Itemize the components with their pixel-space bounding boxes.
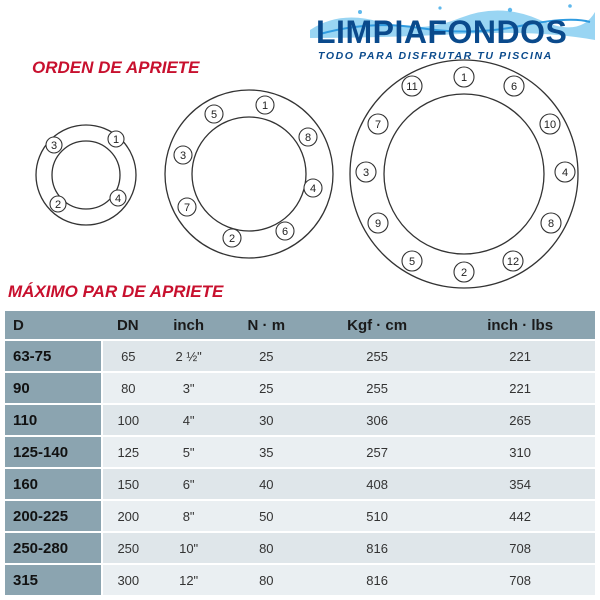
- bolt-number: 10: [543, 119, 557, 131]
- bolt-number: 1: [460, 72, 468, 84]
- table-cell: 306: [309, 404, 445, 436]
- table-row: [5, 340, 595, 372]
- bolt-number: 3: [179, 150, 187, 162]
- bolt-number: 1: [261, 100, 269, 112]
- header-d: D: [5, 311, 102, 340]
- bolt-number: 9: [374, 218, 382, 230]
- table-cell: 221: [445, 372, 595, 404]
- table-cell: 354: [445, 468, 595, 500]
- header-dn: DN: [102, 311, 154, 340]
- bolt-number: 6: [510, 81, 518, 93]
- table-cell: 708: [445, 532, 595, 564]
- table-cell: 30: [224, 404, 309, 436]
- bolt-number: 5: [210, 109, 218, 121]
- header-inch: inch: [154, 311, 224, 340]
- table-cell: 10": [154, 532, 224, 564]
- table-cell: 265: [445, 404, 595, 436]
- table-cell: 408: [309, 468, 445, 500]
- bolt-number: 4: [114, 193, 122, 205]
- bolt-number: 6: [281, 226, 289, 238]
- table-row: [5, 564, 595, 595]
- table-cell: 255: [309, 340, 445, 372]
- header-kgfcm: Kgf · cm: [309, 311, 445, 340]
- table-row: [5, 468, 595, 500]
- row-label: 63-75: [5, 340, 102, 372]
- row-label: 110: [5, 404, 102, 436]
- table-cell: 257: [309, 436, 445, 468]
- table-cell: 250: [102, 532, 154, 564]
- brand-logo: [300, 0, 600, 70]
- table-header-row: [5, 311, 595, 340]
- bolt-number: 2: [54, 199, 62, 211]
- table-cell: 80: [102, 372, 154, 404]
- bolt-number: 8: [547, 218, 555, 230]
- table-cell: 310: [445, 436, 595, 468]
- table-cell: 708: [445, 564, 595, 595]
- bolt-number: 4: [309, 183, 317, 195]
- bolt-number: 2: [460, 267, 468, 279]
- bolt-number: 1: [112, 134, 120, 146]
- table-cell: 25: [224, 372, 309, 404]
- table-cell: 5": [154, 436, 224, 468]
- table-cell: 200: [102, 500, 154, 532]
- table-cell: 300: [102, 564, 154, 595]
- bolt-order-diagrams: [0, 72, 600, 290]
- table-row: [5, 404, 595, 436]
- row-label: 250-280: [5, 532, 102, 564]
- header-inchlbs: inch · lbs: [445, 311, 595, 340]
- table-cell: 35: [224, 436, 309, 468]
- table-cell: 150: [102, 468, 154, 500]
- table-cell: 3": [154, 372, 224, 404]
- table-row: [5, 500, 595, 532]
- order-title: ORDEN DE APRIETE: [32, 58, 200, 77]
- table-cell: 6": [154, 468, 224, 500]
- bolt-number: 2: [228, 233, 236, 245]
- table-cell: 255: [309, 372, 445, 404]
- table-cell: 4": [154, 404, 224, 436]
- bolt-number: 8: [304, 132, 312, 144]
- table-row: [5, 532, 595, 564]
- row-label: 125-140: [5, 436, 102, 468]
- table-cell: 8": [154, 500, 224, 532]
- flange-12-bolt: [350, 60, 578, 288]
- table-cell: 80: [224, 564, 309, 595]
- flange-8-bolt: [165, 90, 333, 258]
- table-cell: 442: [445, 500, 595, 532]
- table-cell: 100: [102, 404, 154, 436]
- table-cell: 816: [309, 532, 445, 564]
- table-cell: 221: [445, 340, 595, 372]
- row-label: 315: [5, 564, 102, 595]
- table-cell: 40: [224, 468, 309, 500]
- table-cell: 65: [102, 340, 154, 372]
- bolt-number: 12: [506, 256, 520, 268]
- table-cell: 50: [224, 500, 309, 532]
- table-cell: 12": [154, 564, 224, 595]
- brand-name: LIMPIAFONDOS: [316, 14, 568, 50]
- bolt-number: 7: [183, 202, 191, 214]
- table-cell: 125: [102, 436, 154, 468]
- table-cell: 816: [309, 564, 445, 595]
- brand-tagline: TODO PARA DISFRUTAR TU PISCINA: [318, 50, 553, 62]
- row-label: 90: [5, 372, 102, 404]
- bolt-number: 7: [374, 119, 382, 131]
- table-cell: 80: [224, 532, 309, 564]
- row-label: 160: [5, 468, 102, 500]
- torque-title: MÁXIMO PAR DE APRIETE: [8, 282, 224, 301]
- table-cell: 2 ½": [154, 340, 224, 372]
- table-cell: 510: [309, 500, 445, 532]
- row-label: 200-225: [5, 500, 102, 532]
- bolt-number: 3: [50, 140, 58, 152]
- bolt-number: 4: [561, 167, 569, 179]
- bolt-number: 11: [406, 81, 418, 93]
- table-row: [5, 372, 595, 404]
- table-row: [5, 436, 595, 468]
- bolt-number: 3: [362, 167, 370, 179]
- bolt-number: 5: [408, 256, 416, 268]
- header-nm: N · m: [224, 311, 309, 340]
- table-cell: 25: [224, 340, 309, 372]
- torque-table: [5, 311, 595, 595]
